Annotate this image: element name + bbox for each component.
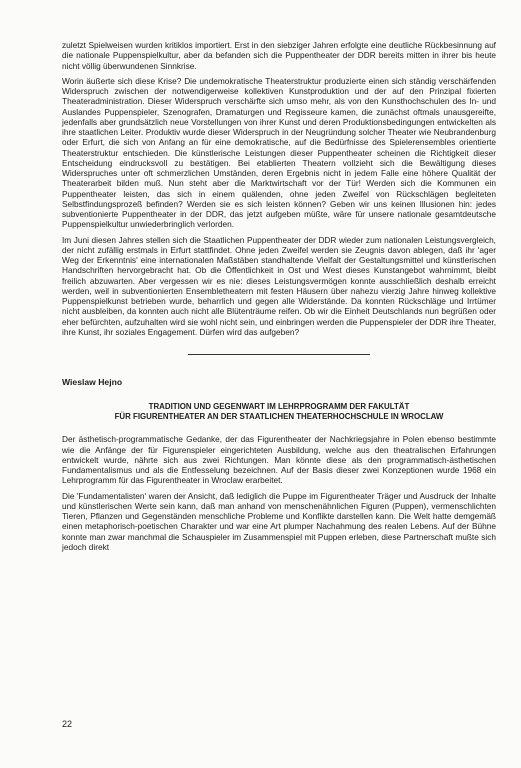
section-divider bbox=[188, 354, 370, 355]
article-title-line: FÜR FIGURENTHEATER AN DER STAATLICHEN THEATERHOCHSCHULE IN WROCLAW bbox=[114, 412, 444, 422]
paragraph: zuletzt Spielweisen wurden kritiklos importiert. Erst in den siebziger Jahren erfolgte eine deutliche Rückbesinnung auf die nationale Puppenspielkultur, aber da befanden sich die Puppentheater der DDR bereits mitten in ihrer bis heute nicht völlig überwundenen Sinnkrise. bbox=[62, 40, 496, 71]
paragraph: Im Juni diesen Jahres stellen sich die Staatlichen Puppentheater der DDR wieder zum nationalen Leistungsvergleich, der nicht zufällig erstmals in Erfurt stattfindet. Ohne jeden Zweifel werden sie Zeugnis davon ablegen, daß ihr 'ager Weg der Erkenntnis' eine internationalen Maßstäben standhaltende Vielfalt der Gestaltungsmittel und künstlerischen Handschriften hervorgebracht hat. Ob die Öffentlichkeit in Ost und West dieses Kunstangebot wahrnimmt, bleibt freilich abzuwarten. Aber vergessen wir es nie: dieses Leistungsvermögen konnte ausschließlich deshalb erreicht werden, weil in subventionierten Ensembletheatern mit festen Häusern über nahezu vierzig Jahre hinweg kollektive Puppenspielkunst betrieben wurde, beharrlich und gegen alle Widerstände. Da konnten Rückschläge und Irrtümer nicht ausbleiben, da konnten auch nicht alle Blütenträume reifen. Ob wir die Einheit Deutschlands nun begrüßen oder eher befürchten, aufzuhalten wird sie wohl nicht sein, und einbringen werden die Puppenspieler der DDR ihre Theater, ihre Kunst, ihr soziales Engagement. Dürfen wird das aufgeben? bbox=[62, 234, 496, 337]
author-name: Wieslaw Hejno bbox=[62, 377, 123, 387]
paragraph: Worin äußerte sich diese Krise? Die undemokratische Theaterstruktur produzierte einen sich ständig verschärfenden Widerspruch zwischen der notwendigerweise kollektiven Kunstproduktion und der auf den Prinzipal fixierten Theateradministration. Dieser Widerspruch verschärfte sich umso mehr, als von den Kunsthochschulen des In- und Auslandes Puppenspieler, Szenografen, Dramaturgen und Regisseure kamen, die zunächst oftmals unausgereifte, jedenfalls aber grundsätzlich neue Vorstellungen von ihrer Kunst und deren Produktionsbedingungen entwickelten als ihre staatlichen Leiter. Produktiv wurde dieser Widerspruch in der Neugründung solcher Theater wie Neubrandenburg oder Erfurt, die sich von Anfang an für eine demokratische, auf die Bedürfnisse des Spielerensembles orientierte Theaterstruktur entschieden. Die künstlerische Leistungen dieser Puppentheater scheinen die Richtigkeit dieser Entscheidung eindrucksvoll zu bestätigen. Bei etablierten Theatern vollzieht sich die Bewältigung dieses Widerspruches unter oft schmerzlichen Umständen, deren Ergebnis nicht in jedem Falle eine höhere Qualität der Theaterarbeit bilden muß. Nun steht aber die Marktwirtschaft vor der Tür! Werden sich die Kommunen ein Puppentheater leisten, das sich in einem quälenden, ohne jeden Zweifel von Rückschlägen begleiteten Selbstfindungsprozeß befinden? Werden sie es sich leisten können? Geben wir uns keinen Illusionen hin: jedes subventionierte Puppentheater in der DDR, das jetzt aufgeben müßte, wäre für unsere nationale gesamtdeutsche Puppenspielkultur unwiederbringlich verlorden. bbox=[62, 75, 496, 230]
paragraph: Der ästhetisch-programmatische Gedanke, der das Figurentheater der Nachkriegsjahre in Polen ebenso bestimmte wie die Anfänge der für Figurenspieler eingerichteten Ausbildung, welche aus den theatralischen Erfahrungen entwickelt wurde, nährte sich aus zwei Richtungen. Man könnte diese als den programmatisch-ästhetischen Fundamentalismus und als die Entfesselung bezeichnen. Auf der Basis dieser zwei Konzeptionen wurde 1968 ein Lehrprogramm für das Figurentheater in Wroclaw erarbeitet. bbox=[62, 434, 496, 486]
article-title bbox=[62, 402, 496, 422]
document-page bbox=[62, 40, 496, 557]
page-number: 22 bbox=[62, 719, 73, 729]
paragraph: Die 'Fundamentalisten' waren der Ansicht, daß lediglich die Puppe im Figurentheater Träger und Ausdruck der Inhalte und künstlerischen Werte sein kann, daß man anhand von menschenähnlichen Figuren (Puppen), vermenschlichten Tieren, Pflanzen und Gegenständen menschliche Probleme und Konflikte darstellen kann. Die Welt hatte demgemäß einen metaphorisch-poetischen Charakter und war eine Art plumper Nachahmung des realen Lebens. Auf der Bühne konnte man zwar manchmal die Schauspieler im Zusammenspiel mit Puppen erleben, diese Partnerschaft mußte sich jedoch direkt bbox=[62, 490, 496, 552]
article-title-line: TRADITION UND GEGENWART IM LEHRPROGRAMM DER FAKULTÄT bbox=[148, 402, 410, 412]
